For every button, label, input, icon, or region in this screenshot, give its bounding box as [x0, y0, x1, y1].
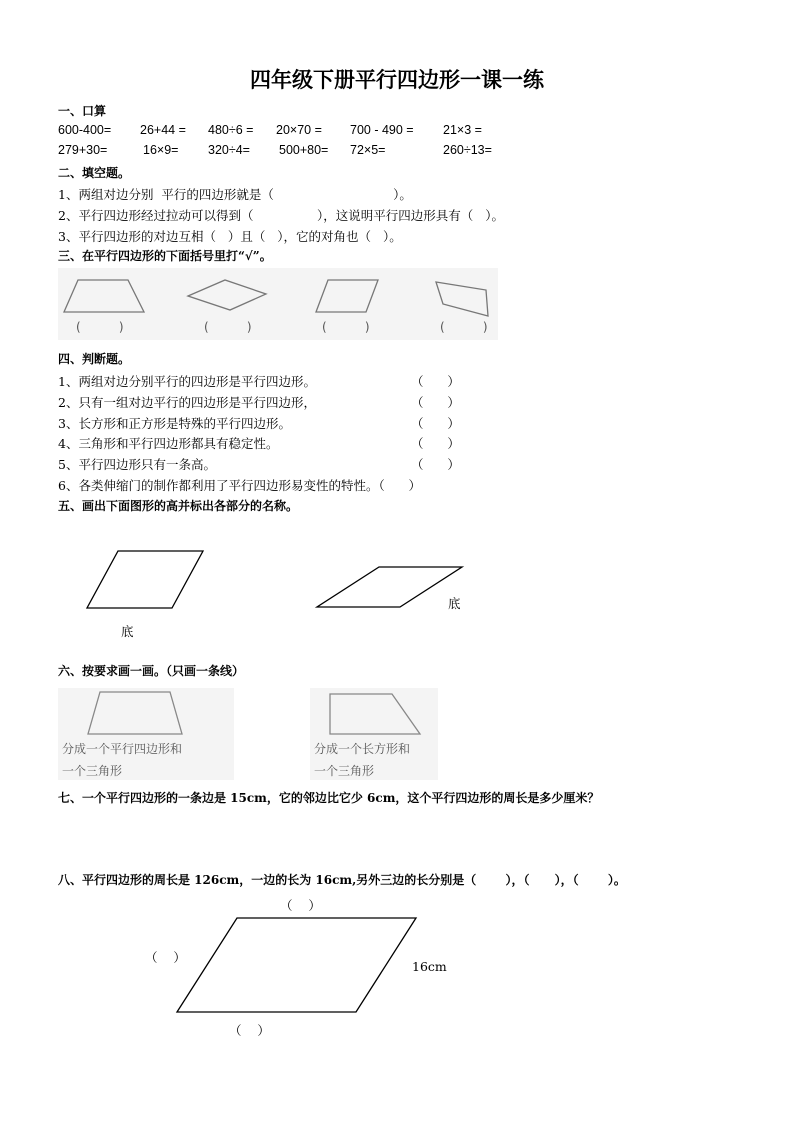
judge-item: 6、各类伸缩门的制作都利用了平行四边形易变性的特性。（ ） [58, 478, 422, 493]
base-label-right: 底 [448, 596, 461, 611]
section-8-heading: 八、平行四边形的周长是 126cm，一边的长为 16cm,另外三边的长分别是（ ），（ ），（ ）。 [58, 873, 626, 887]
instruction-text: 分成一个长方形和 [314, 742, 411, 756]
answer-bracket[interactable]: ( ) [76, 320, 124, 334]
calc-item: 20×70 = [276, 123, 322, 137]
parallelogram-main [177, 918, 416, 1012]
judge-bracket[interactable]: （ ） [411, 436, 460, 451]
calc-item: 279+30= [58, 143, 108, 157]
section-1-heading: 一、口算 [58, 104, 107, 118]
calc-item: 500+80= [279, 143, 329, 157]
judge-item: 4、三角形和平行四边形都具有稳定性。 [58, 436, 279, 451]
calc-item: 26+44 = [140, 123, 186, 137]
bottom-side-blank[interactable]: （ ） [229, 1023, 270, 1038]
section-3-heading: 三、在平行四边形的下面括号里打“√”。 [58, 249, 272, 263]
calc-item: 480÷6 = [208, 123, 254, 137]
answer-bracket[interactable]: ( ) [204, 320, 252, 334]
judge-bracket[interactable]: （ ） [411, 395, 460, 410]
calc-item: 16×9= [143, 143, 179, 157]
section-7-heading: 七、一个平行四边形的一条边是 15cm，它的邻边比它少 6cm，这个平行四边形的周长是多少厘米？ [58, 791, 600, 805]
answer-bracket[interactable]: ( ) [322, 320, 370, 334]
answer-bracket[interactable]: ( ) [440, 320, 488, 334]
calc-item: 260÷13= [443, 143, 492, 157]
base-label-left: 底 [121, 624, 134, 639]
fill-question-2: 2、平行四边形经过拉动可以得到（ ），这说明平行四边形具有（ ）。 [58, 208, 504, 223]
fill-question-1: 1、两组对边分别 平行的四边形就是（ ）。 [58, 187, 412, 202]
calc-item: 700 - 490 = [350, 123, 414, 137]
instruction-text: 一个三角形 [314, 764, 375, 778]
judge-bracket[interactable]: （ ） [411, 457, 460, 472]
calc-item: 21×3 = [443, 123, 482, 137]
right-side-label: 16cm [412, 959, 447, 974]
top-side-blank[interactable]: （ ） [280, 898, 321, 913]
section-2-heading: 二、填空题。 [58, 166, 131, 180]
judge-bracket[interactable]: （ ） [411, 416, 460, 431]
judge-item: 5、平行四边形只有一条高。 [58, 457, 216, 472]
left-side-blank[interactable]: （ ） [145, 950, 186, 965]
judge-item: 1、两组对边分别平行的四边形是平行四边形。 [58, 374, 316, 389]
section-4-heading: 四、判断题。 [58, 352, 131, 366]
judge-item: 2、只有一组对边平行的四边形是平行四边形， [58, 395, 316, 410]
fill-question-3: 3、平行四边形的对边互相（ ）且（ ），它的对角也（ ）。 [58, 229, 402, 244]
calc-item: 72×5= [350, 143, 386, 157]
page-title: 四年级下册平行四边形一课一练 [250, 67, 544, 92]
calc-item: 320÷4= [208, 143, 250, 157]
calc-item: 600-400= [58, 123, 112, 137]
judge-item: 3、长方形和正方形是特殊的平行四边形。 [58, 416, 291, 431]
section-6-heading: 六、按要求画一画。（只画一条线） [58, 664, 245, 678]
instruction-text: 一个三角形 [62, 764, 123, 778]
instruction-text: 分成一个平行四边形和 [62, 742, 183, 756]
section-5-heading: 五、画出下面图形的高并标出各部分的名称。 [58, 499, 299, 513]
judge-bracket[interactable]: （ ） [411, 374, 460, 389]
